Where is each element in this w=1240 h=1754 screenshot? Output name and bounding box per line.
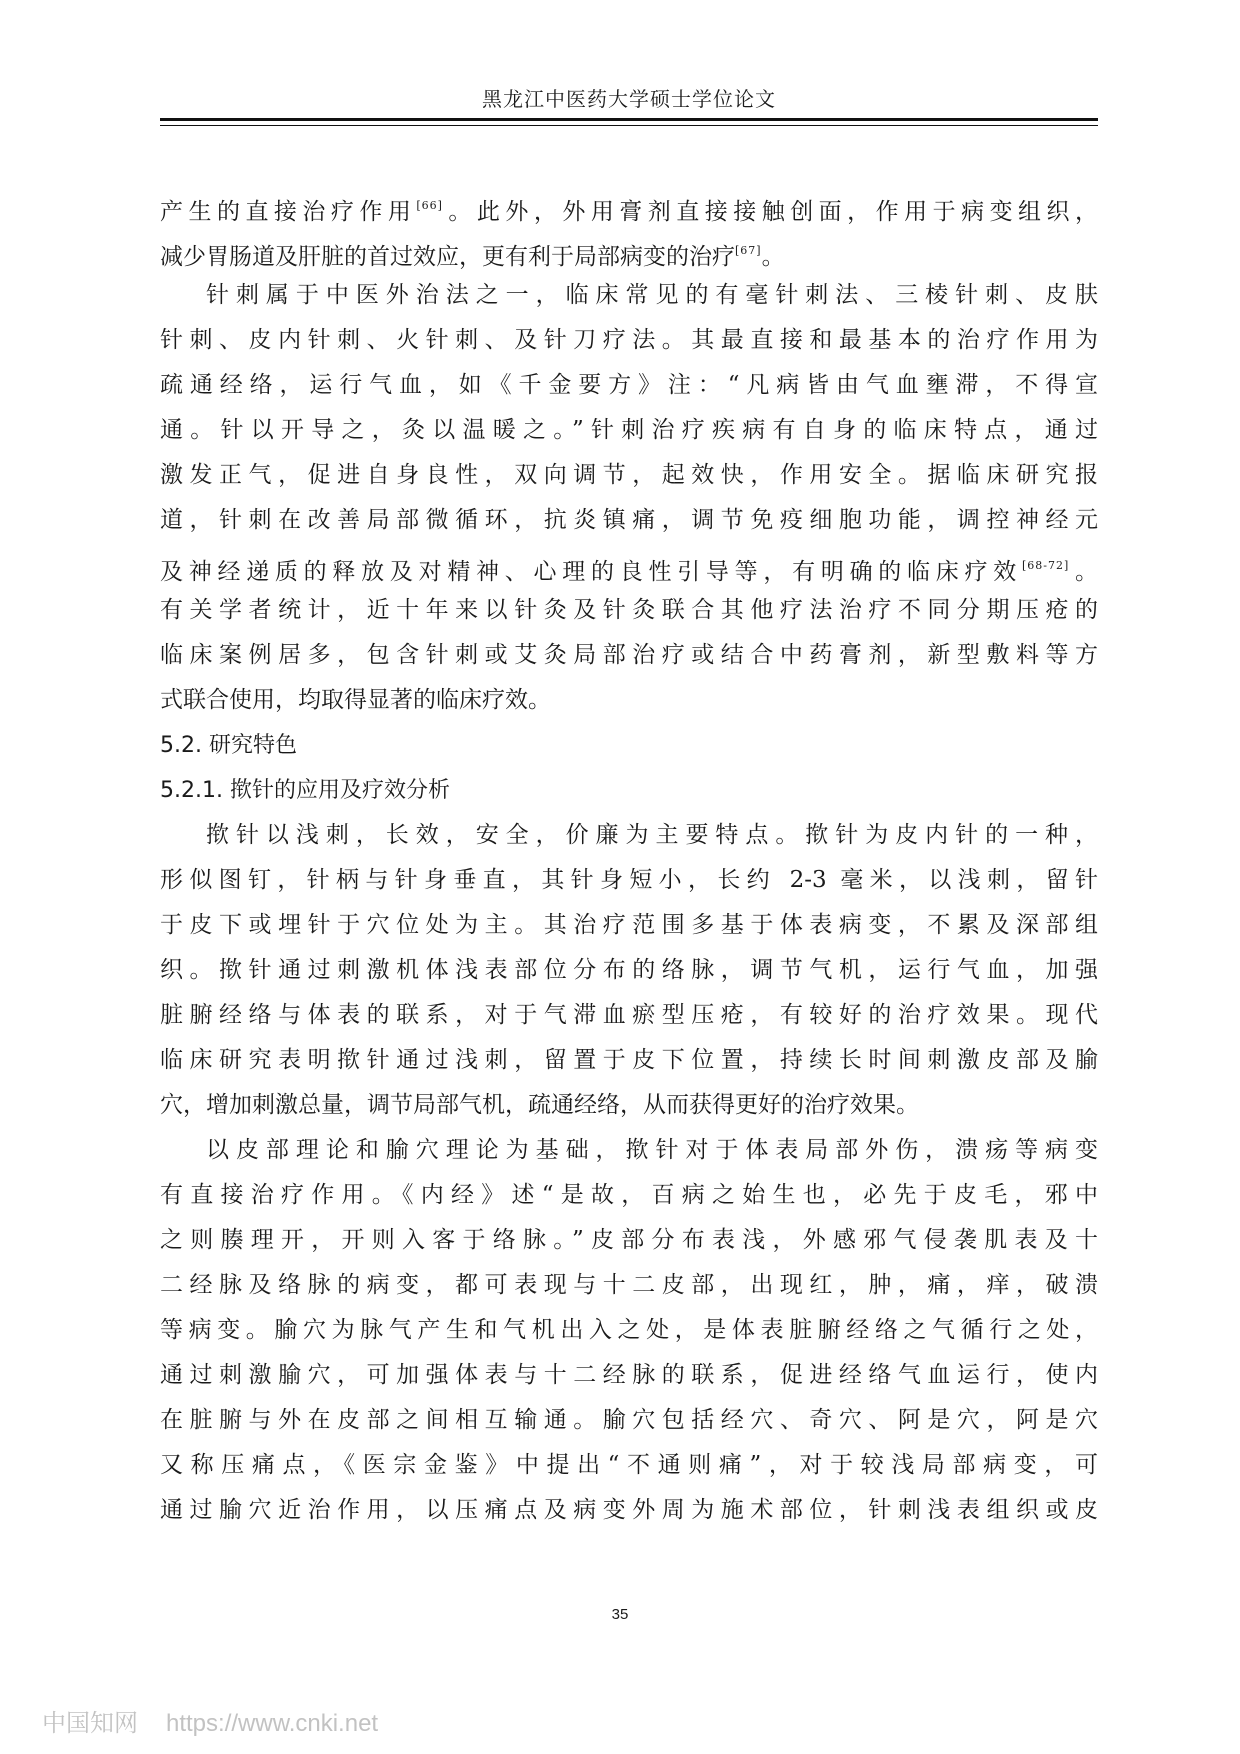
body-text xyxy=(160,183,1098,1533)
section-heading: 5.2. 研究特色 xyxy=(160,733,297,758)
paragraph-line: 通过刺激腧穴，可加强体表与十二经脉的联系，促进经络气血运行，使内 xyxy=(160,1362,1098,1388)
paragraph-line: 又称压痛点，《医宗金鉴》中提出“不通则痛”，对于较浅局部病变，可 xyxy=(160,1452,1098,1478)
watermark-url: https://www.cnki.net xyxy=(166,1710,379,1737)
paragraph-line: 等病变。腧穴为脉气产生和气机出入之处，是体表脏腑经络之气循行之处， xyxy=(160,1317,1098,1343)
paragraph-line: 通过腧穴近治作用，以压痛点及病变外周为施术部位，针刺浅表组织或皮 xyxy=(160,1497,1098,1523)
subsection-heading: 5.2.1. 揿针的应用及疗效分析 xyxy=(160,778,450,803)
header-rule-thin xyxy=(160,125,1098,126)
citation: [68-72] xyxy=(1021,559,1070,572)
paragraph-line: 针刺属于中医外治法之一，临床常见的有毫针刺法、三棱针刺、皮肤 xyxy=(206,282,1098,308)
paragraph-line: 针刺、皮内针刺、火针刺、及针刀疗法。其最直接和最基本的治疗作用为 xyxy=(160,327,1098,353)
paragraph-line xyxy=(160,183,1098,228)
paragraph-line xyxy=(160,228,1098,273)
header-rule-thick xyxy=(160,118,1098,121)
paragraph-line: 之则腠理开，开则入客于络脉。”皮部分布表浅，外感邪气侵袭肌表及十 xyxy=(160,1227,1098,1253)
watermark-brand: 中国知网 xyxy=(42,1710,138,1737)
paragraph-line: 道，针刺在改善局部微循环，抗炎镇痛，调节免疫细胞功能，调控神经元 xyxy=(160,507,1098,533)
line-text: 。 xyxy=(761,244,785,270)
running-header: 黑龙江中医药大学硕士学位论文 xyxy=(482,87,776,111)
line-text: 减少胃肠道及肝脏的首过效应，更有利于局部病变的治疗 xyxy=(160,244,735,270)
paragraph-line: 穴，增加刺激总量，调节局部气机，疏通经络，从而获得更好的治疗效果。 xyxy=(160,1092,919,1118)
paragraph-line: 脏腑经络与体表的联系，对于气滞血瘀型压疮，有较好的治疗效果。现代 xyxy=(160,1002,1098,1028)
paragraph-line: 临床研究表明揿针通过浅刺，留置于皮下位置，持续长时间刺激皮部及腧 xyxy=(160,1047,1098,1073)
paragraph-line: 于皮下或埋针于穴位处为主。其治疗范围多基于体表病变，不累及深部组 xyxy=(160,912,1098,938)
paragraph-line: 以皮部理论和腧穴理论为基础，揿针对于体表局部外伤，溃疡等病变 xyxy=(206,1137,1098,1163)
paragraph-line: 在脏腑与外在皮部之间相互输通。腧穴包括经穴、奇穴、阿是穴，阿是穴 xyxy=(160,1407,1098,1433)
citation: [66] xyxy=(416,199,443,212)
paragraph-line: 形似图钉，针柄与针身垂直，其针身短小，长约 2-3 毫米，以浅刺，留针 xyxy=(160,867,1098,893)
paragraph-line: 激发正气，促进自身良性，双向调节，起效快，作用安全。据临床研究报 xyxy=(160,462,1098,488)
paragraph-line: 织。揿针通过刺激机体浅表部位分布的络脉，调节气机，运行气血，加强 xyxy=(160,957,1098,983)
paragraph-line: 临床案例居多，包含针刺或艾灸局部治疗或结合中药膏剂，新型敷料等方 xyxy=(160,642,1098,668)
cnki-watermark xyxy=(42,1703,378,1738)
paragraph-line xyxy=(160,543,1098,588)
paragraph-line: 有直接治疗作用。《内经》述“是故，百病之始生也，必先于皮毛，邪中 xyxy=(160,1182,1098,1208)
paragraph-line: 式联合使用，均取得显著的临床疗效。 xyxy=(160,687,551,713)
paragraph-line: 二经脉及络脉的病变，都可表现与十二皮部，出现红，肿，痛，痒，破溃 xyxy=(160,1272,1098,1298)
paragraph-line: 揿针以浅刺，长效，安全，价廉为主要特点。揿针为皮内针的一种， xyxy=(206,822,1098,848)
line-text: 。此外，外用膏剂直接接触创面，作用于病变组织， xyxy=(442,199,1098,225)
paragraph-line: 疏通经络，运行气血，如《千金要方》注：“凡病皆由气血壅滞，不得宣 xyxy=(160,372,1098,398)
line-text: 及神经递质的释放及对精神、心理的良性引导等，有明确的临床疗效 xyxy=(160,559,1022,585)
paragraph-line: 有关学者统计，近十年来以针灸及针灸联合其他疗法治疗不同分期压疮的 xyxy=(160,597,1098,623)
paragraph-line: 通。针以开导之，灸以温暖之。”针刺治疗疾病有自身的临床特点，通过 xyxy=(160,417,1098,443)
line-text: 产生的直接治疗作用 xyxy=(160,199,417,225)
line-text: 。 xyxy=(1069,559,1098,585)
page-number: 35 xyxy=(611,1606,629,1623)
citation: [67] xyxy=(735,244,762,257)
